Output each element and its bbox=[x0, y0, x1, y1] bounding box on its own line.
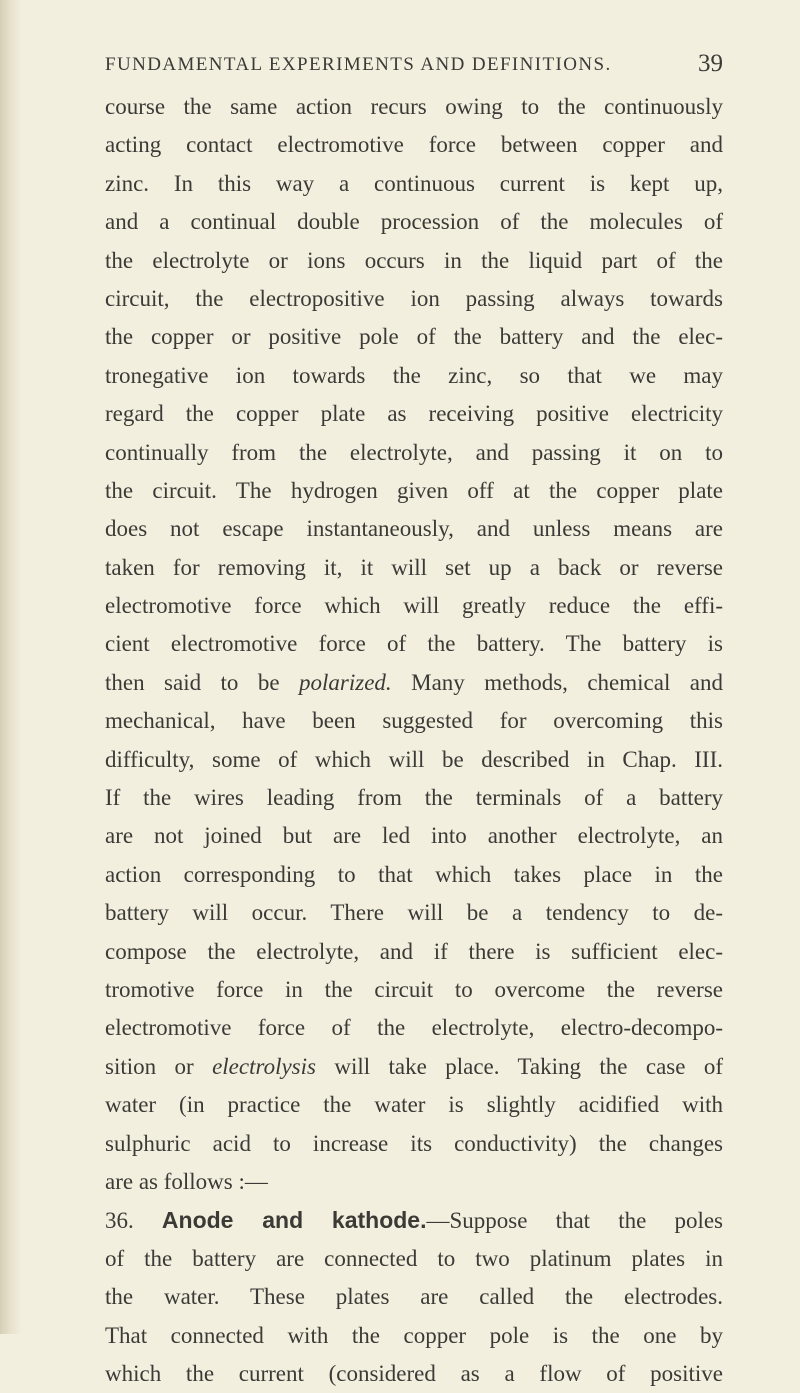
text-segment: then said to be bbox=[105, 669, 280, 695]
text-line: difficulty, some of which will be described in Chap. III. bbox=[105, 746, 723, 772]
section-heading-line bbox=[105, 1201, 723, 1239]
text-segment: sition or bbox=[105, 1053, 194, 1079]
text-line: continually from the electrolyte, and passing it on to bbox=[105, 439, 723, 465]
text-line: does not escape instantaneously, and unless means are bbox=[105, 516, 723, 542]
text-line: That connected with the copper pole is the one by bbox=[105, 1322, 723, 1348]
section-heading: Anode and kathode. bbox=[161, 1207, 427, 1234]
italic-term-electrolysis: electrolysis bbox=[212, 1053, 316, 1079]
text-line: which the current (considered as a flow of positive bbox=[105, 1360, 723, 1386]
text-line: electromotive force which will greatly reduce the effi- bbox=[105, 593, 723, 619]
text-segment: —Suppose that the poles bbox=[426, 1208, 724, 1234]
text-line: and a continual double procession of the molecules of bbox=[105, 209, 723, 235]
text-line: are not joined but are led into another electrolyte, an bbox=[105, 823, 723, 849]
text-line: acting contact electromotive force between copper and bbox=[105, 132, 723, 158]
text-segment: will take place. Taking the case of bbox=[315, 1053, 723, 1079]
text-line: of the battery are connected to two platinum plates in bbox=[105, 1245, 723, 1271]
italic-term-polarized: polarized. bbox=[299, 669, 392, 695]
text-line: circuit, the electropositive ion passing always towards bbox=[105, 285, 723, 311]
text-line: electromotive force of the electrolyte, electro-decompo- bbox=[105, 1015, 723, 1041]
text-segment: Many methods, chemical and bbox=[391, 669, 724, 695]
body-text bbox=[105, 88, 723, 1393]
text-line: are as follows :— bbox=[105, 1168, 268, 1194]
text-line: taken for removing it, it will set up a back or reverse bbox=[105, 554, 723, 580]
text-line: compose the electrolyte, and if there is sufficient elec- bbox=[105, 938, 723, 964]
text-line: battery will occur. There will be a tendency to de- bbox=[105, 900, 723, 926]
page-header bbox=[105, 50, 723, 84]
page-number: 39 bbox=[698, 50, 723, 77]
text-line-polarized bbox=[105, 664, 723, 702]
text-line: sulphuric acid to increase its conductivity) the changes bbox=[105, 1130, 723, 1156]
text-line: If the wires leading from the terminals of a battery bbox=[105, 785, 723, 811]
page-edge-shadow bbox=[0, 0, 22, 1334]
text-line: zinc. In this way a continuous current is kept up, bbox=[105, 170, 723, 196]
section-number: 36. bbox=[105, 1208, 134, 1234]
text-line: water (in practice the water is slightly acidified with bbox=[105, 1092, 723, 1118]
text-line: the electrolyte or ions occurs in the liquid part of the bbox=[105, 247, 723, 273]
text-line: the copper or positive pole of the battery and the elec- bbox=[105, 324, 723, 350]
text-line: tronegative ion towards the zinc, so that we may bbox=[105, 362, 723, 388]
text-line: the circuit. The hydrogen given off at the copper plate bbox=[105, 477, 723, 503]
text-line: course the same action recurs owing to the continuously bbox=[105, 94, 723, 119]
text-line-electrolysis bbox=[105, 1048, 723, 1086]
text-line: regard the copper plate as receiving positive electricity bbox=[105, 401, 723, 427]
text-line: mechanical, have been suggested for overcoming this bbox=[105, 708, 723, 734]
text-line: the water. These plates are called the electrodes. bbox=[105, 1284, 723, 1310]
text-line: tromotive force in the circuit to overcome the reverse bbox=[105, 976, 723, 1002]
text-line: cient electromotive force of the battery. The battery is bbox=[105, 631, 723, 657]
running-title: FUNDAMENTAL EXPERIMENTS AND DEFINITIONS. bbox=[105, 54, 612, 75]
text-line: action corresponding to that which takes place in the bbox=[105, 861, 723, 887]
